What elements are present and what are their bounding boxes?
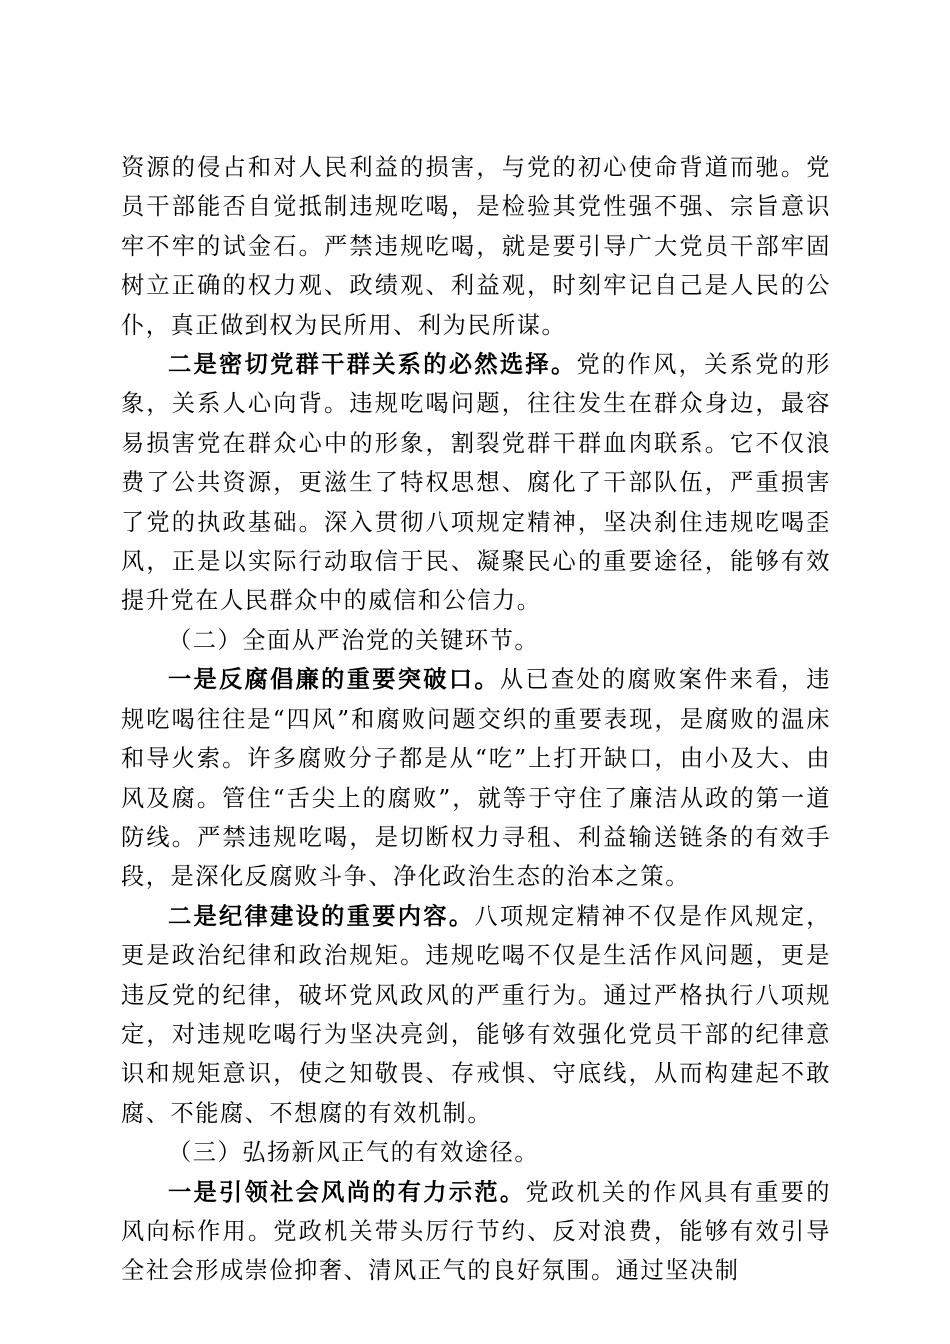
document-page — [121, 148, 831, 1291]
section-heading-2 — [121, 621, 831, 660]
paragraph-intro-continuation — [121, 148, 831, 345]
paragraph-text: 从已查处的腐败案件来看，违规吃喝往往是“四风”和腐败问题交织的重要表现，是腐败的温床和导火索。许多腐败分子都是从“吃”上打开缺口，由小及大、由风及腐。管住“舌尖上的腐败”，就等于守住了廉洁从政的第一道防线。严禁违规吃喝，是切断权力寻租、利益输送链条的有效手段，是深化反腐败斗争、净化政治生态的治本之策。 — [121, 666, 831, 891]
section-heading-3 — [121, 1133, 831, 1172]
paragraph-text: 资源的侵占和对人民利益的损害，与党的初心使命背道而驰。党员干部能否自觉抵制违规吃喝，是检验其党性强不强、宗旨意识牢不牢的试金石。严禁违规吃喝，就是要引导广大党员干部牢固树立正确的权力观、政绩观、利益观，时刻牢记自己是人民的公仆，真正做到权为民所用、利为民所谋。 — [121, 154, 831, 339]
paragraph-anti-corruption — [121, 660, 831, 896]
paragraph-party-mass-relations — [121, 345, 831, 621]
paragraph-lead: 一是反腐倡廉的重要突破口。 — [168, 666, 500, 694]
paragraph-lead: 二是纪律建设的重要内容。 — [168, 902, 475, 930]
paragraph-text: 八项规定精神不仅是作风规定，更是政治纪律和政治规矩。违规吃喝不仅是生活作风问题，更是违反党的纪律，破坏党风政风的严重行为。通过严格执行八项规定，对违规吃喝行为坚决亮剑，能够有效强化党员干部的纪律意识和规矩意识，使之知敬畏、存戒惧、守底线，从而构建起不敢腐、不能腐、不想腐的有效机制。 — [121, 902, 831, 1127]
paragraph-text: 党政机关的作风具有重要的风向标作用。党政机关带头厉行节约、反对浪费，能够有效引导全社会形成崇俭抑奢、清风正气的良好氛围。通过坚决制 — [121, 1178, 831, 1285]
section-heading-text: （三）弘扬新风正气的有效途径。 — [168, 1139, 540, 1167]
section-heading-text: （二）全面从严治党的关键环节。 — [168, 626, 540, 654]
paragraph-lead: 一是引领社会风尚的有力示范。 — [168, 1178, 526, 1206]
paragraph-lead: 二是密切党群干群关系的必然选择。 — [168, 351, 577, 379]
paragraph-social-example — [121, 1173, 831, 1291]
paragraph-text: 党的作风，关系党的形象，关系人心向背。违规吃喝问题，往往发生在群众身边，最容易损害党在群众心中的形象，割裂党群干群血肉联系。它不仅浪费了公共资源，更滋生了特权思想、腐化了干部队伍，严重损害了党的执政基础。深入贯彻八项规定精神，坚决刹住违规吃喝歪风，正是以实际行动取信于民、凝聚民心的重要途径，能够有效提升党在人民群众中的威信和公信力。 — [121, 351, 831, 615]
paragraph-discipline — [121, 897, 831, 1133]
